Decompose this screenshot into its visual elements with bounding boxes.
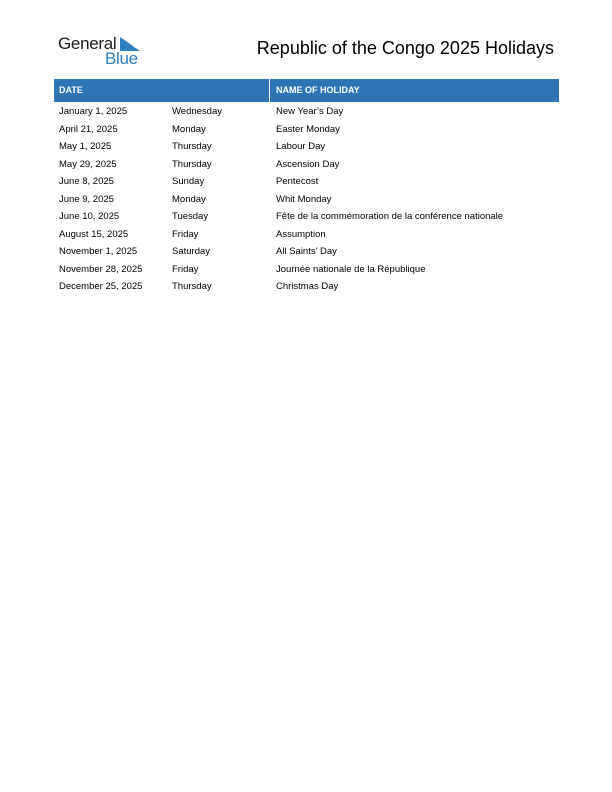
page-title: Republic of the Congo 2025 Holidays [256, 38, 554, 58]
generalblue-logo [58, 34, 148, 68]
holiday-name: Christmas Day [276, 281, 339, 292]
holiday-name: Whit Monday [276, 193, 332, 205]
holiday-weekday: Sunday [172, 176, 205, 187]
holiday-weekday: Saturday [172, 246, 211, 257]
holiday-name: Labour Day [276, 141, 326, 152]
table-row [54, 103, 559, 121]
holiday-date: January 1, 2025 [59, 106, 128, 117]
holiday-name: Journée nationale de la République [276, 263, 426, 275]
holiday-name: Assumption [276, 228, 326, 240]
logo-text-general: General [58, 34, 117, 53]
holiday-date: June 8, 2025 [59, 176, 114, 187]
holiday-date: May 1, 2025 [59, 141, 112, 152]
holiday-name: Pentecost [276, 176, 319, 187]
holiday-weekday: Tuesday [172, 211, 209, 222]
holiday-weekday: Monday [172, 193, 206, 205]
table-header [54, 79, 559, 102]
holiday-date: May 29, 2025 [59, 158, 117, 170]
holiday-date: April 21, 2025 [59, 123, 118, 135]
table-row [54, 173, 559, 191]
table-row [54, 138, 559, 156]
holiday-weekday: Thursday [172, 158, 212, 170]
holiday-weekday: Monday [172, 123, 206, 135]
holiday-name: All Saints’ Day [276, 246, 337, 257]
header-holiday-name: NAME OF HOLIDAY [276, 85, 360, 95]
holiday-date: August 15, 2025 [59, 228, 129, 240]
holiday-date: November 28, 2025 [59, 263, 143, 275]
holiday-date: November 1, 2025 [59, 246, 138, 257]
table-row [54, 243, 559, 261]
holiday-date: June 10, 2025 [59, 211, 120, 222]
table-row [54, 208, 559, 226]
holiday-name: Fête de la commémoration de la conférence nationale [276, 211, 504, 222]
holiday-weekday: Thursday [172, 281, 212, 292]
table-row [54, 191, 559, 209]
table-body [54, 102, 559, 296]
holiday-name: New Year’s Day [276, 106, 344, 117]
table-row [54, 278, 559, 296]
holiday-weekday: Wednesday [172, 106, 222, 117]
holiday-table [54, 79, 559, 296]
header-divider [269, 79, 270, 102]
holiday-name: Ascension Day [276, 158, 340, 170]
holiday-name: Easter Monday [276, 123, 340, 135]
header-date: DATE [59, 85, 83, 95]
holiday-weekday: Friday [172, 263, 199, 275]
table-row [54, 156, 559, 174]
table-row [54, 121, 559, 139]
holiday-weekday: Thursday [172, 141, 212, 152]
holiday-date: June 9, 2025 [59, 193, 114, 205]
table-row [54, 261, 559, 279]
holiday-weekday: Friday [172, 228, 199, 240]
holiday-date: December 25, 2025 [59, 281, 143, 292]
table-row [54, 226, 559, 244]
logo-text-blue: Blue [105, 49, 138, 68]
